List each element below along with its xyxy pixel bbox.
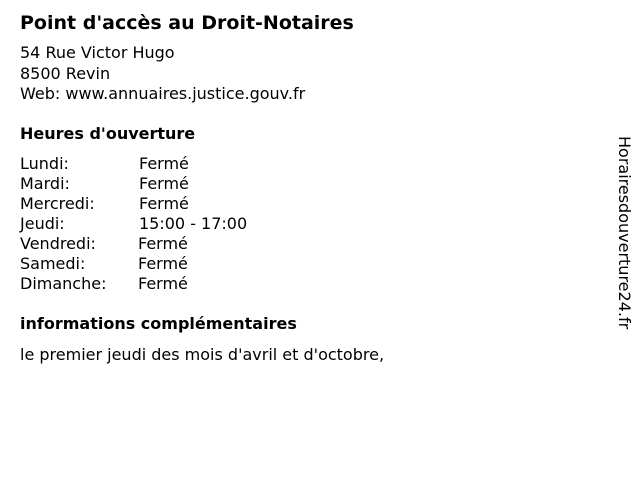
time-value: 15:00 - 17:00 [139,214,248,233]
day-label: Vendredi: [20,234,96,253]
page-title: Point d'accès au Droit-Notaires [20,12,354,34]
day-label: Samedi: [20,254,86,273]
time-value: Fermé [139,194,189,213]
watermark-text: Horairesdouverture24.fr [615,136,634,330]
address-street: 54 Rue Victor Hugo [20,43,175,62]
day-label: Mercredi: [20,194,95,213]
time-value: Fermé [139,154,189,173]
time-value: Fermé [138,234,188,253]
info-heading: informations complémentaires [20,314,297,333]
info-text: le premier jeudi des mois d'avril et d'octobre, [20,345,385,364]
time-value: Fermé [138,254,188,273]
watermark [612,136,636,346]
day-label: Mardi: [20,174,70,193]
hours-heading: Heures d'ouverture [20,124,196,143]
day-label: Jeudi: [20,214,65,233]
day-label: Dimanche: [20,274,107,293]
address-city: 8500 Revin [20,64,111,83]
time-value: Fermé [138,274,188,293]
day-label: Lundi: [20,154,69,173]
time-value: Fermé [139,174,189,193]
address-web[interactable]: Web: www.annuaires.justice.gouv.fr [20,84,306,103]
